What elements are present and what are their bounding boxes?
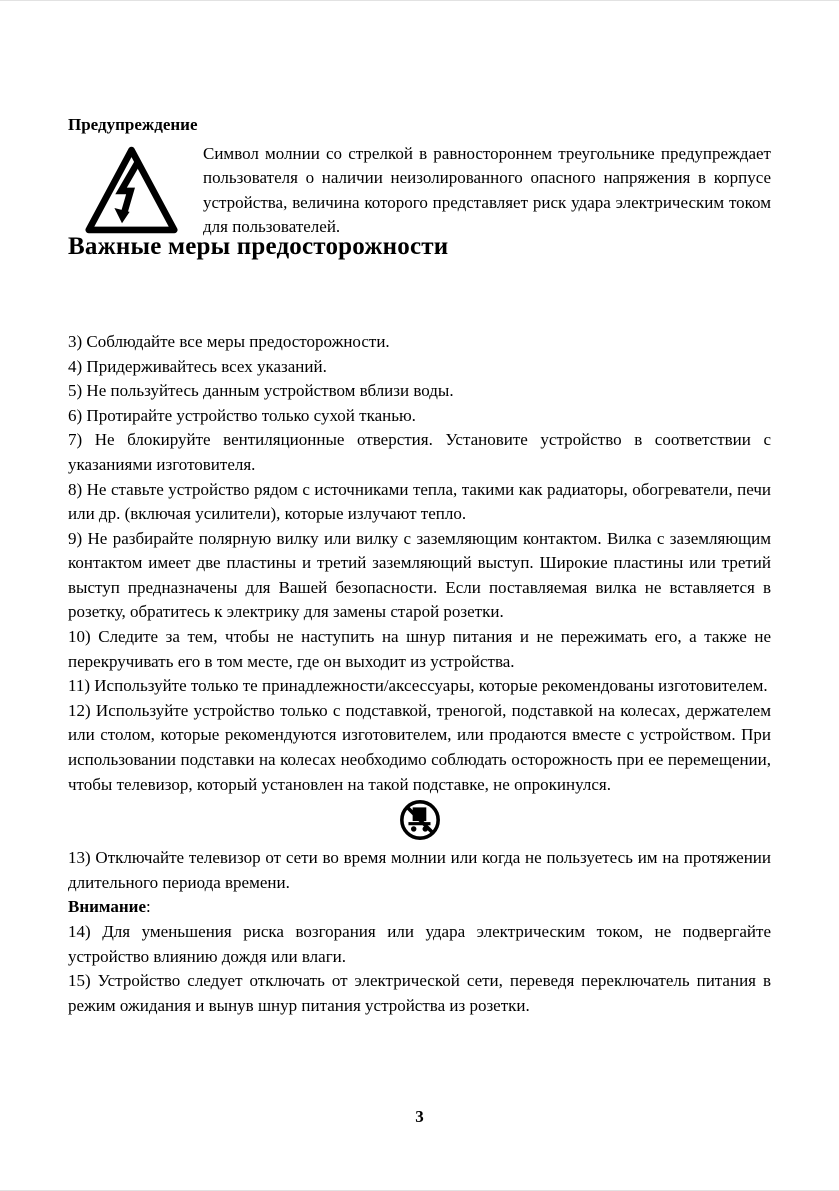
attention-word: Внимание (68, 897, 147, 917)
attention-label (68, 895, 771, 920)
no-trolley-prohibition-icon (399, 799, 441, 841)
safety-items (68, 330, 771, 797)
main-heading: Важные меры предосторожности (68, 233, 449, 261)
warning-heading: Предупреждение (68, 115, 198, 134)
safety-item-15: 15) Устройство следует отключать от электрической сети, переведя переключатель питания в режим ожидания и вынув шнур питания устройства из розетки. (68, 971, 771, 1015)
safety-item-5: 5) Не пользуйтесь данным устройством вблизи воды. (68, 381, 454, 401)
safety-item-12: 12) Используйте устройство только с подставкой, треногой, подставкой на колесах, держателем или столом, которые рекомендуются изготовителем, или продаются вместе с устройством. При использовании подставки на колесах необходимо соблюдать осторожность при ее перемещении, чтобы телевизор, который установлен на такой подставке, не опрокинулся. (68, 700, 771, 794)
safety-item-8: 8) Не ставьте устройство рядом с источниками тепла, такими как радиаторы, обогреватели, печи или др. (включая усилители), которые излучают тепло. (68, 479, 771, 524)
safety-item-10: 10) Следите за тем, чтобы не наступить на шнур питания и не пережимать его, а также не перекручивать его в том месте, где он выходит из устройства. (68, 627, 771, 671)
safety-item-3: 3) Соблюдайте все меры предосторожности. (68, 331, 390, 351)
high-voltage-lightning-triangle-icon (84, 144, 179, 244)
safety-item-13: 13) Отключайте телевизор от сети во время молнии или когда не пользуетесь им на протяжении длительного периода времени. (68, 848, 771, 892)
safety-item-6: 6) Протирайте устройство только сухой тканью. (68, 405, 416, 425)
warning-block (68, 142, 771, 244)
safety-item-9: 9) Не разбирайте полярную вилку или вилку с заземляющим контактом. Вилка с заземляющим контактом имеет две пластины и третий заземляющий выступ. Широкие пластины или третий выступ предназначены для Вашей безопасности. Если поставляемая вилка не вставляется в розетку, обратитесь к электрику для замены старой розетки. (68, 528, 771, 622)
page-number: 3 (415, 1107, 424, 1127)
attention-colon: : (146, 897, 151, 917)
warning-text: Символ молнии со стрелкой в равностороннем треугольнике предупреждает пользователя о наличии неизолированного опасного напряжения в корпусе устройства, величина которого представляет риск удара электрическим током для пользователей. (203, 143, 771, 237)
safety-item-4: 4) Придерживайтесь всех указаний. (68, 356, 327, 376)
safety-item-14: 14) Для уменьшения риска возгорания или удара электрическим током, не подвергайте устройство влиянию дождя или влаги. (68, 922, 771, 966)
tip-over-icon-row (68, 799, 771, 843)
safety-item-11: 11) Используйте только те принадлежности/аксессуары, которые рекомендованы изготовителем. (68, 676, 768, 696)
safety-item-7: 7) Не блокируйте вентиляционные отверстия. Установите устройство в соответствии с указаниями изготовителя. (68, 430, 771, 474)
